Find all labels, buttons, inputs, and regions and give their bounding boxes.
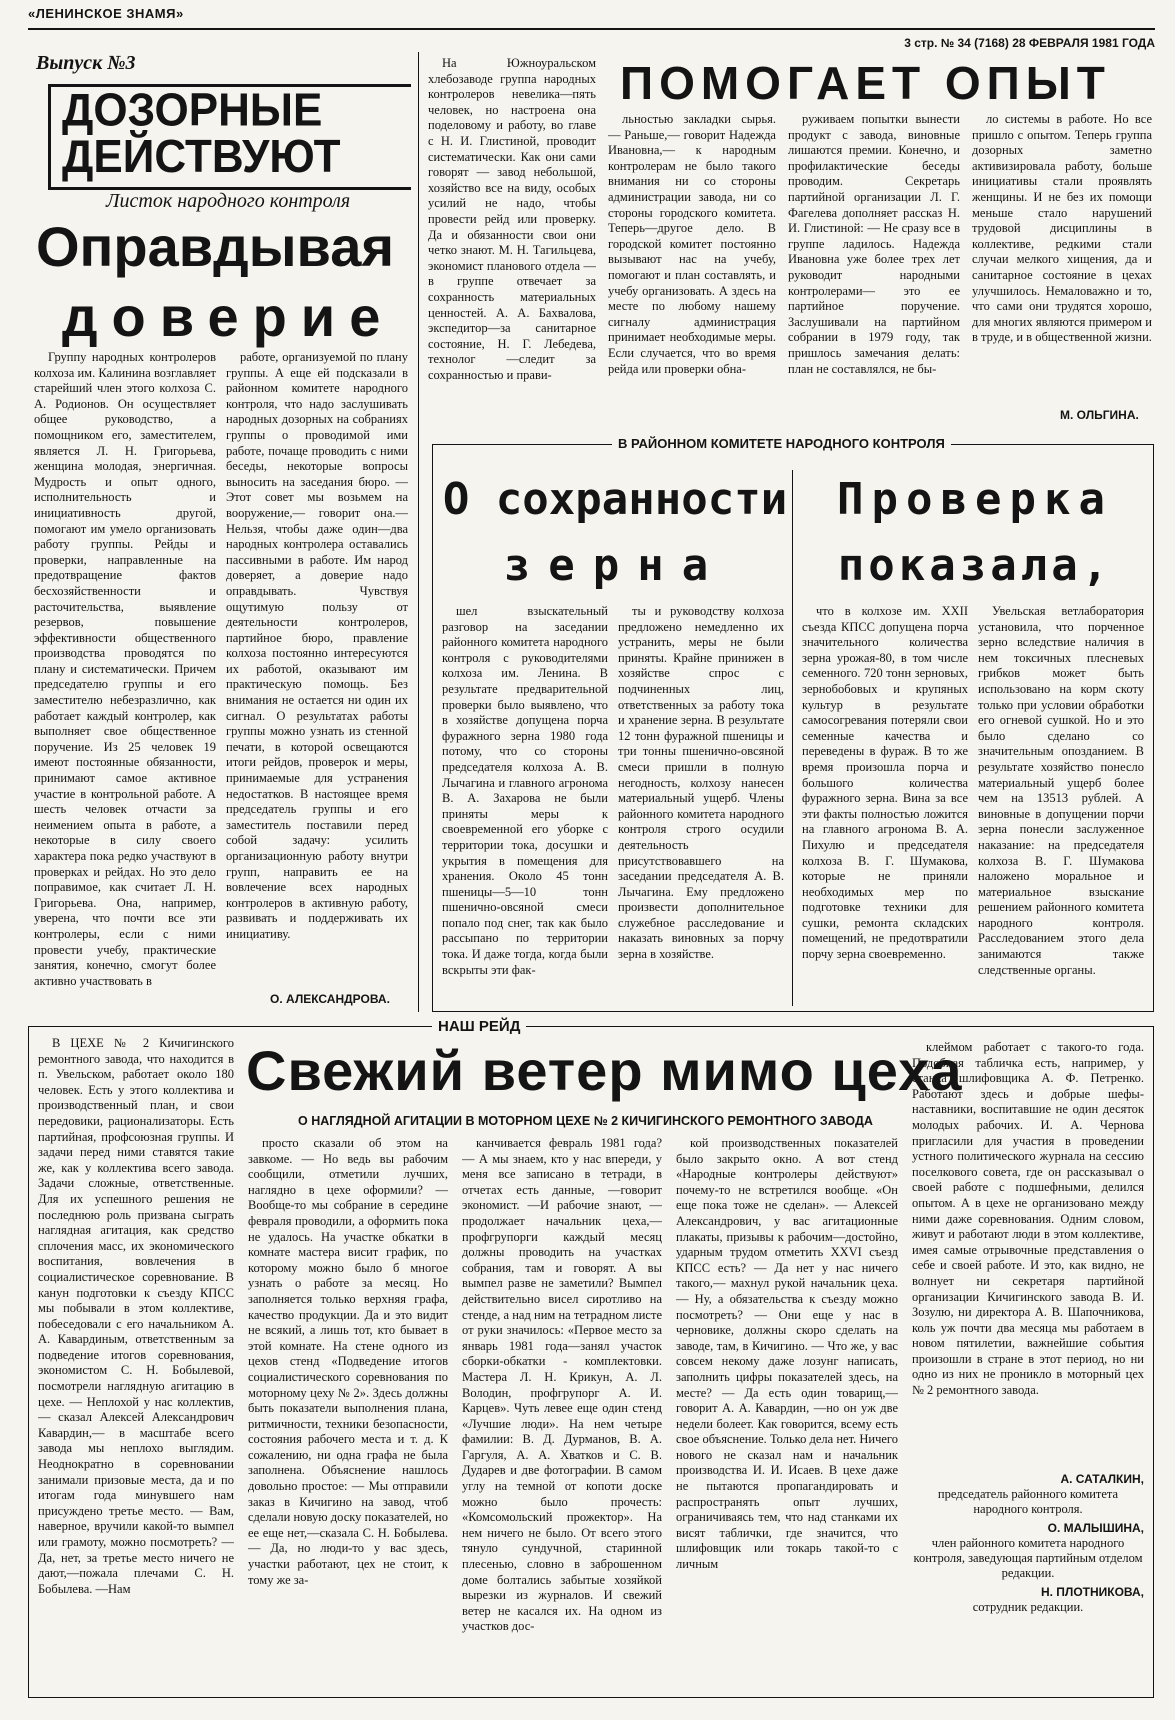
pomogaet-column-4: ло системы в работе. Но все пришло с опытом. Теперь группа дозорных заметно активизировала работу, больше инициативы стали проявлять женщины. И не без их помощи меньше стало нарушений трудовой дисциплины в коллективе, редкими стали случаи мелкого хищения, да и санитарное состояние в цехах улучшилось. Немаловажно и то, что сами они трудятся хорошо, для многих являются примером и в труде, и в общественной жизни. bbox=[972, 112, 1152, 345]
headline-doverie: доверие bbox=[62, 285, 395, 348]
page-info: 3 стр. № 34 (7168) 28 ФЕВРАЛЯ 1981 ГОДА bbox=[904, 36, 1155, 50]
raion-column-4: Увельская ветлаборатория установила, что порченное зерно вследствие наличия в нем токсичных плесневых грибков может быть использовано на корм скоту только при условии обработки его огневой сушкой. Но и это было сделано со значительным опозданием. В результате хозяйство понесло материальный ущерб более чем на 13513 рублей. А виновные в допущении порчи зерна понесли заслуженное наказание: на председателя колхоза В. Г. Шумакова наложено моральное и материальное взыскание решением районного комитета народного контроля. Расследованием этого дела занимаются также следственные органы. bbox=[978, 604, 1144, 977]
reid-column-2: просто сказали об этом на завкоме. — Но ведь вы рабочим сообщили, отметили лучших, наглядно в цехе оформили? —Вообще-то мы собрание в середине февраля проводили, а оформить пока не удалось. На участке обкатки в комнате мастера висит график, по которому можно было б многое узнать о работе за месяц. Но заполняется только верхняя графа, качество продукции. Да и это видит не всякий, а лишь тот, кто бывает в этой комнате. На стене одного из цехов стенд «Подведение итогов социалистического соревнования по моторному цеху № 2». Здесь должны быть показатели выполнения плана, ритмичности, техники безопасности, состояния рабочего места и т. д. К сожалению, ни одна графа не была заполнена. Объяснение нашлось довольно простое: — Мы отправили заказ в Кичигино на завод, чтоб сделали новую доску показателей, но ее еще нет,—сказала С. Н. Бобылева. — Да, но люди-то у вас здесь, участки работают, цех не стоит, к тому же за- bbox=[248, 1136, 448, 1587]
signature-3-name: Н. ПЛОТНИКОВА, bbox=[1040, 1585, 1144, 1599]
reid-column-4: кой производственных показателей было закрыто окно. А вот стенд «Народные контролеры действуют» почему-то не встретился вообще. «Он еще пока тоже не сделан». — Алексей Александрович, у вас агитационные плакаты, призывы к рабочим—достойно, ударным трудом отметить XXVI съезд КПСС есть? — Да нет у нас ничего такого,— махнул рукой начальник цеха. — Ну, а обязательства к съезду можно посмотреть? — Они еще у нас в черновике, должны скоро сделать на заводе, там, в Кичигино. — Что же, у вас совсем некому даже лозунг написать, заполнить цифры показателей здесь, на месте? — Да есть один товарищ,—говорит А. А. Кавардин, —но он уж две недели болеет. Как говорится, всему есть свое объяснение. Только дела нет. Ничего нового не сказал нам и начальник производства И. И. Исаев. В цехе даже не пытаются пропагандировать и распространять опыт лучших, ограничиваясь тем, что над станками их висят таблички, где значится, что шлифовщик или токарь такой-то с личным bbox=[676, 1136, 898, 1572]
reid-signatures bbox=[912, 1472, 1144, 1615]
reid-column-3: канчивается февраль 1981 года? — А мы знаем, кто у нас впереди, у меня все записано в тетради, в отчетах есть данные, —говорит экономист. —И рабочие знают, —продолжает начальник цеха,—профгрупорги каждый месяц должны проводить на участках собрания, там и говорят. А вы вымпел разве не заметили? Вымпел действительно висел сиротливо на стенде, а над ним на тетрадном листе от руки значилось: «Первое место за январь 1981 года—занял участок сборки-обкатки - комплектовки. Мастера Л. Н. Крикун, А. Л. Володин, профгрупорг А. И. Карцев». Чуть левее еще один стенд «Лучшие люди». На нем четыре фамилии: В. Д. Дурманов, В. А. Гаргуля, А. А. Хватков и С. В. Дударев и две фотографии. В самом углу на темной от копоти доске можно было прочесть: «Комсомольский прожектор». На нем ничего не было. От всего этого тянуло сундучной, старинной плесенью, словно в заброшенном доме болтались забытые хозяйкой вырезки из журналов. И свежий ветер не касался их. На одном из участков дос- bbox=[462, 1136, 662, 1634]
raion-divider bbox=[792, 470, 793, 1006]
newspaper-name: «ЛЕНИНСКОЕ ЗНАМЯ» bbox=[28, 6, 184, 21]
headline-proverka: Проверка bbox=[837, 474, 1113, 525]
headline-svezhiy-veter: Свежий ветер мимо цеха bbox=[246, 1039, 963, 1102]
reid-column-5: клеймом работает с такого-то года. Подобная табличка есть, например, у станка шлифовщика А. Ф. Петренко. Работают здесь и добрые шефы-наставники, воспитавшие не один десяток молодых рабочих. И. А. Чернова пригласили для участия в проведении устного политического журнала на сессию поселкового совета, где он рассказывал о своей работе с подшефными, делился опытом. А в цехе не организовано между ними даже соревнования. Одним словом, живут и работают люди в этом коллективе, имея самые отрывочные представления о себе и своей работе. И это, как видно, не волнует ни секретаря партийной организации Кичигинского завода В. И. Зозулю, ни директора А. В. Шапочникова, коль уж почти два месяца мы работаем в новом пятилетии, важнейшие события произошли в стране в этот период, но ни одно из них не проникло в моторный цех № 2 ремонтного завода. bbox=[912, 1040, 1144, 1398]
signature-3-role: сотрудник редакции. bbox=[972, 1600, 1084, 1614]
signature-1-name: А. САТАЛКИН, bbox=[1060, 1472, 1144, 1486]
headline-opravdyvaya: Оправдывая bbox=[36, 215, 395, 278]
dozor-title: ДОЗОРНЫЕ ДЕЙСТВУЮТ bbox=[62, 84, 341, 183]
signature-1-role: председатель районного комитета народного контроля. bbox=[937, 1487, 1119, 1516]
issue-number: Выпуск №3 bbox=[36, 52, 136, 74]
reid-column-1: В ЦЕХЕ № 2 Кичигинского ремонтного завода, что находится в п. Увельском, работает около 180 человек. Есть у этого коллектива и производственный план, и свои передовики, рационализаторы. Есть партийная, профсоюзная группы. И задачи перед ними ставятся такие же, как у коллектива всего завода. Задачи сложные, ответственные. Для их успешного решения не последнюю роль призвана сыграть наглядная агитация, как средство сплочения масс, их экономического воспитания, вовлечения в социалистическое соревнование. В канун подготовки к съезду КПСС мы побывали в этом коллективе, побеседовали с его начальником А. А. Кавардиным, ответственным за подведение итогов соревнования, экономистом С. Н. Бобылевой, посмотрели наглядную агитацию в цехе. — Неплохой у нас коллектив,— сказал Алексей Александрович Кавардин,— в масштабе всего завода мы неплохо выглядим. Неоднократно в соревновании занимали призовые места, да и по итогам года минувшего нам присуждено третье место. — Вам, наверное, вручили какой-то вымпел или грамоту, можно посмотреть? — Да, нет, за третье место ничего не дают,—пожала плечами С. Н. Бобылева. —Нам bbox=[38, 1036, 234, 1596]
raion-column-1: шел взыскательный разговор на заседании районного комитета народного контроля с руководителями колхоза им. Ленина. В результате предварительной проверки было выявлено, что в хозяйстве допущена порча фуражного зерна 1980 года потому, что со стороны председателя колхоза А. В. Лычагина и главного агронома В. А. Захарова не были приняты меры к своевременной его уборке с территории тока, досушки и укрытия в помещения для хранения. Около 45 тонн пшеницы—5—10 тонн пшенично-овсяной смеси попало под снег, так как было рассыпано по территории тока. И даже тогда, когда были вскрыты эти фак- bbox=[442, 604, 608, 977]
headline-pomogaet-opyt: ПОМОГАЕТ ОПЫТ bbox=[620, 57, 1111, 109]
pomogaet-column-2: льностью закладки сырья. — Раньше,— говорит Надежда Ивановна,— к народным контролерам не было такого внимания ни со стороны администрации завода, ни со стороны городского комитета. Теперь—другое дело. В городской комитет постоянно вызывают нас на учебу, помогают и план составлять, и учебу организовать. А здесь на месте по любому нашему сигналу администрация принимает необходимые меры. Если случается, что во время рейда или проверки обна- bbox=[608, 112, 776, 376]
pomogaet-column-1: На Южноуральском хлебозаводе группа народных контролеров невелика—пять человек, но настроена она поделовому и работу, во главе с Н. И. Глистиной, проводит систематически. Как они сами говорят — завод небольшой, хозяйство все на виду, особых усилий не надо, чтобы провести рейд или проверку. Да и обязанности свои они четко знают. М. Н. Тагильцева, экономист планового отдела — в группе отвечает за сохранность материальных ценностей. А. А. Бахвалова, экспедитор—за санитарное состояние, Н. Г. Лебедева, технолог —следит за сохранностью и прави- bbox=[428, 56, 596, 382]
dozor-subtitle: Листок народного контроля bbox=[106, 190, 351, 212]
doverie-column-1: Группу народных контролеров колхоза им. Калинина возглавляет старейший член этого колхоза С. А. Родионов. Он осуществляет общее руководство, а помощником его, заместителем, является Л. Н. Григорьева, женщина молодая, энергичная. Мудрость и опыт одного, исполнительность и инициативность другой, помогают им умело организовать работу группы. Рейды и проверки, направленные на предотвращение фактов бесхозяйственности и расточительства, выявление резервов, повышение эффективности общественного производства проводятся по плану и систематически. Причем председателю группы и его заместителю небезразлично, как работает каждый контролер, как выполняет свое общественное поручение. Из 25 человек 19 имеют постоянные обязанности, принимают самое активное участие в контрольной работе. А шесть человек отчасти за неимением опыта в работе, а некоторые в силу своего характера пока редко участвуют в проверках и рейдах. Но это дело поправимое, как считает Л. Н. Григорьева. Она, например, уверена, что почти все эти контролеры, если с ними провести учебу, практические занятия, конечно, смогут более активно участвовать в bbox=[34, 350, 216, 988]
column-divider bbox=[418, 52, 419, 1012]
signature-2-name: О. МАЛЫШИНА, bbox=[1047, 1521, 1144, 1535]
pomogaet-author: М. ОЛЬГИНА. bbox=[1060, 408, 1139, 422]
pomogaet-column-3: руживаем попытки вынести продукт с завода, виновные лишаются премии. Конечно, и профилактические беседы проводим. Секретарь партийной организации Л. Г. Фагелева дополняет рассказ Н. И. Глистиной: — Не сразу все в группе ладилось. Надежда Ивановна уже более трех лет руководит народными контролерами— это ее партийное поручение. Заслушивали на партийном собрании в 1979 году, так пришлось замечания делать: план не составлялся, не бы- bbox=[788, 112, 960, 376]
raion-column-3: что в колхозе им. XXII съезда КПСС допущена порча значительного количества зерна урожая-80, в том числе семенного. 720 тонн зерновых, зернобобовых и крупяных культур в результате самосогревания потеряли свои семенные качества и переведены в фураж. В то же время произошла порча и большого количества фуражного зерна. Вина за все эти факты полностью ложится на главного агронома В. А. Пихулю и председателя колхоза В. Г. Шумакова, которые не приняли необходимых мер по подготовке техники для сушки, ремонта складских помещений, не предотвратили порчу зерна своевременно. bbox=[802, 604, 968, 962]
doverie-column-2: работе, организуемой по плану группы. А еще ей подсказали в районном комитете народного контроля, что надо заслушивать народных дозорных на собраниях группы о проводимой ими работе, почаще проводить с ними беседы, некоторые вопросы выносить на заседания бюро. — Этот совет мы возьмем на вооружение,— говорит она.— Нельзя, чтобы даже один—два народных контролера оставались пассивными в работе. Им народ доверяет, а доверие надо оправдывать. Чувствуя ощутимую пользу от деятельности контролеров, партийное бюро, правление колхоза постоянно интересуются их работой, оказывают им практическую помощь. Без внимания не остается ни один их сигнал. О результатах работы группы можно узнать из стенной печати, в которой освещаются итоги рейдов, проверок и меры, принимаемые для устранения недостатков. В настоящее время председатель группы и его заместитель поставили перед собой задачу: усилить организационную работу внутри групп, направить ее на вовлечение всех народных контролеров в активную работу, развивать и поддерживать их инициативу. bbox=[226, 350, 408, 941]
doverie-author: О. АЛЕКСАНДРОВА. bbox=[270, 992, 390, 1006]
headline-zerna: зерна bbox=[503, 540, 727, 591]
reid-section-label: НАШ РЕЙД bbox=[432, 1018, 526, 1035]
signature-2-role: член районного комитета народного контроля, заведующая партийным отделом редакции. bbox=[913, 1536, 1143, 1580]
headline-pokazala: показала, bbox=[837, 540, 1113, 591]
headline-o-sohrannosti: О сохранности bbox=[442, 474, 788, 525]
reid-subheadline: О НАГЛЯДНОЙ АГИТАЦИИ В МОТОРНОМ ЦЕХЕ № 2 КИЧИГИНСКОГО РЕМОНТНОГО ЗАВОДА bbox=[298, 1114, 873, 1128]
header-rule bbox=[28, 28, 1155, 30]
raion-section-label: В РАЙОННОМ КОМИТЕТЕ НАРОДНОГО КОНТРОЛЯ bbox=[612, 436, 951, 451]
raion-column-2: ты и руководству колхоза предложено немедленно их устранить, меры не были приняты. Крайне принижен в хозяйстве спрос с подчиненных лиц, ответственных за работу тока и хранение зерна. В результате 12 тонн фуражной пшеницы и три тонны пшенично-овсяной смеси пришли в полную негодность, колхозу нанесен материальный ущерб. Члены районного комитета народного контроля строго осудили деятельность присутствовавшего на заседании председателя А. В. Лычагина. Ему предложено произвести дополнительное служебное расследование и наказать виновных за порчу зерна в хозяйстве. bbox=[618, 604, 784, 962]
